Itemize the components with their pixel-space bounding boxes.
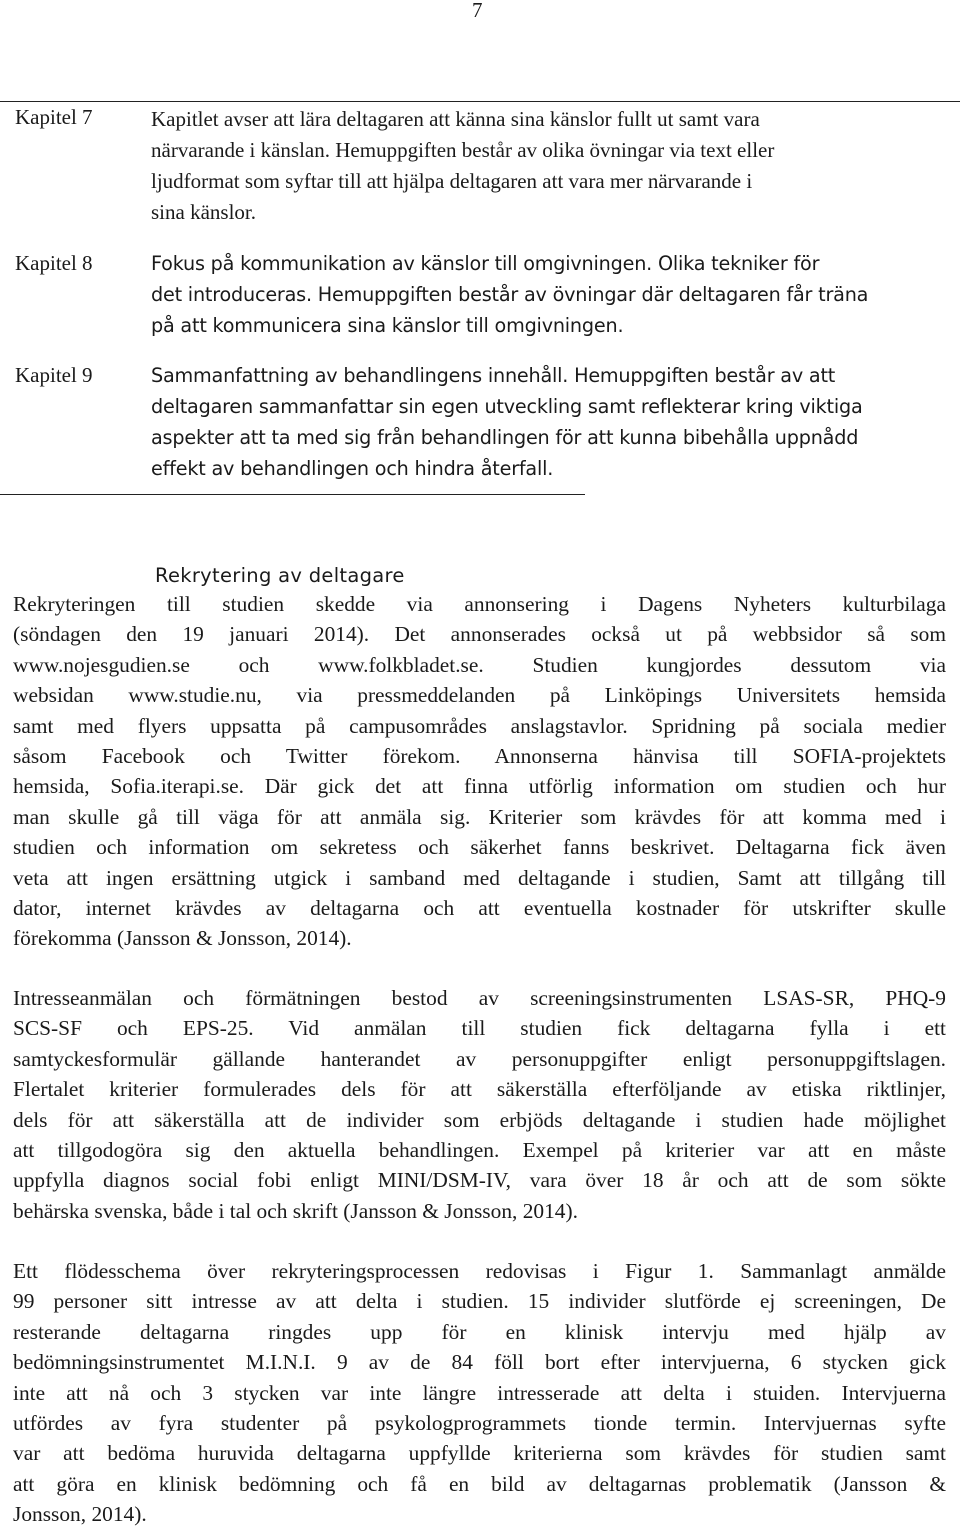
page-number: 7 (472, 0, 483, 22)
text-line: resterande deltagarna ringdes upp för en klinisk intervju med hjälp av (13, 1319, 946, 1344)
text-line: Fokus på kommunikation av känslor till omgivningen. Olika tekniker för (151, 252, 820, 275)
text-line: studien och information om sekretess och säkerhet fanns beskrivet. Deltagarna fick även (13, 835, 946, 860)
text-line: samtyckesformulär gällande hanterandet av personuppgifter enligt personuppgiftslagen. (13, 1046, 946, 1071)
text-line: SCS-SF och EPS-25. Vid anmälan till studien fick deltagarna fylla i ett (13, 1016, 946, 1041)
text-line: man skulle gå till väga för att anmäla sig. Kriterier som krävdes för att komma med i (13, 804, 946, 829)
text-line: ljudformat som syftar till att hjälpa deltagaren att vara mer närvarande i (151, 169, 753, 193)
text-line: bedömningsinstrumentet M.I.N.I. 9 av de 84 föll bort efter intervjuerna, 6 stycken gick (13, 1350, 946, 1375)
text-line: uppfylla diagnos social fobi enligt MINI/DSM-IV, vara över 18 år och att de som sökte (13, 1168, 946, 1193)
chapter-description (151, 248, 941, 341)
text-line: närvarande i känslan. Hemuppgiften består av olika övningar via text eller (151, 138, 775, 162)
chapter-row-8 (0, 248, 960, 341)
section-heading: Rekrytering av deltagare (155, 564, 405, 587)
text-line: www.nojesgudien.se och www.folkbladet.se. Studien kungjordes dessutom via (13, 652, 946, 677)
chapter-label: Kapitel 9 (15, 363, 93, 387)
text-line: på att kommunicera sina känslor till omgivningen. (151, 314, 624, 337)
text-line: förekomma (Jansson & Jonsson, 2014). (13, 926, 352, 951)
chapter-row-7 (0, 102, 960, 228)
text-line: veta att ingen ersättning utgick i samband med deltagande i studien, Samt att tillgång till (13, 865, 946, 890)
text-line: websidan www.studie.nu, via pressmeddelanden på Linköpings Universitets hemsida (13, 683, 946, 708)
text-line: inte att nå och 3 stycken var inte längre intresserade att delta i stuiden. Intervjuerna (13, 1380, 946, 1405)
text-line: 99 personer sitt intresse av att delta i studien. 15 individer slutförde ej screeningen, De (13, 1289, 946, 1314)
text-line: behärska svenska, både i tal och skrift (Jansson & Jonsson, 2014). (13, 1198, 578, 1223)
text-line: Sammanfattning av behandlingens innehåll. Hemuppgiften består av att (151, 364, 836, 387)
text-line: Jonsson, 2014). (13, 1502, 147, 1527)
text-line: hemsida, Sofia.iterapi.se. Där gick det att finna utförlig information om studien och hur (13, 774, 946, 799)
text-line: aspekter att ta med sig från behandlingen för att kunna bibehålla uppnådd (151, 426, 859, 449)
text-line: det introduceras. Hemuppgiften består av övningar där deltagaren får träna (151, 283, 869, 306)
text-line: dels för att säkerställa att de individer som erbjöds deltagande i studien hade möjlighet (13, 1107, 946, 1132)
text-line: dator, internet krävdes av deltagarna och att eventuella kostnader för utskrifter skulle (13, 896, 946, 921)
text-line: deltagaren sammanfattar sin egen utveckling samt reflekterar kring viktiga (151, 395, 863, 418)
text-line: samt med flyers uppsatta på campusområdes anslagstavlor. Spridning på sociala medier (13, 713, 946, 738)
text-line: såsom Facebook och Twitter förekom. Annonserna hänvisa till SOFIA-projektets (13, 744, 946, 769)
text-line: Flertalet kriterier formulerades dels för att säkerställa efterföljande av etiska riktlinjer, (13, 1077, 946, 1102)
chapter-row-9 (0, 360, 960, 484)
text-line: sina känslor. (151, 200, 256, 224)
text-line: Rekryteringen till studien skedde via annonsering i Dagens Nyheters kulturbilaga (13, 592, 946, 616)
text-line: Kapitlet avser att lära deltagaren att känna sina känslor fullt ut samt vara (151, 107, 760, 131)
chapter-description (151, 360, 941, 484)
text-line: var att bedöma huruvida deltagarna uppfyllde kriterierna som krävdes för studien samt (13, 1441, 946, 1466)
paragraph-screening (13, 983, 946, 1226)
text-line: att göra en klinisk bedömning och få en bild av deltagarnas problematik (Jansson & (13, 1471, 946, 1496)
text-line: Ett flödesschema över rekryteringsprocessen redovisas i Figur 1. Sammanlagt anmälde (13, 1259, 946, 1283)
text-line: (söndagen den 19 januari 2014). Det annonserades också ut på webbsidor så som (13, 622, 946, 647)
table-bottom-rule (0, 494, 585, 495)
text-line: att tillgodogöra sig den aktuella behandlingen. Exempel på kriterier var att en måste (13, 1138, 946, 1163)
chapter-label: Kapitel 7 (15, 105, 93, 129)
text-line: effekt av behandlingen och hindra återfall. (151, 457, 554, 480)
chapter-table (0, 101, 960, 484)
chapter-label: Kapitel 8 (15, 251, 93, 275)
chapter-description (151, 104, 941, 228)
paragraph-recruitment (13, 589, 946, 954)
paragraph-flowchart (13, 1256, 946, 1530)
text-line: Intresseanmälan och förmätningen bestod av screeningsinstrumenten LSAS-SR, PHQ-9 (13, 986, 946, 1010)
text-line: utfördes av fyra studenter på psykologprogrammets tionde termin. Intervjuernas syfte (13, 1411, 946, 1436)
